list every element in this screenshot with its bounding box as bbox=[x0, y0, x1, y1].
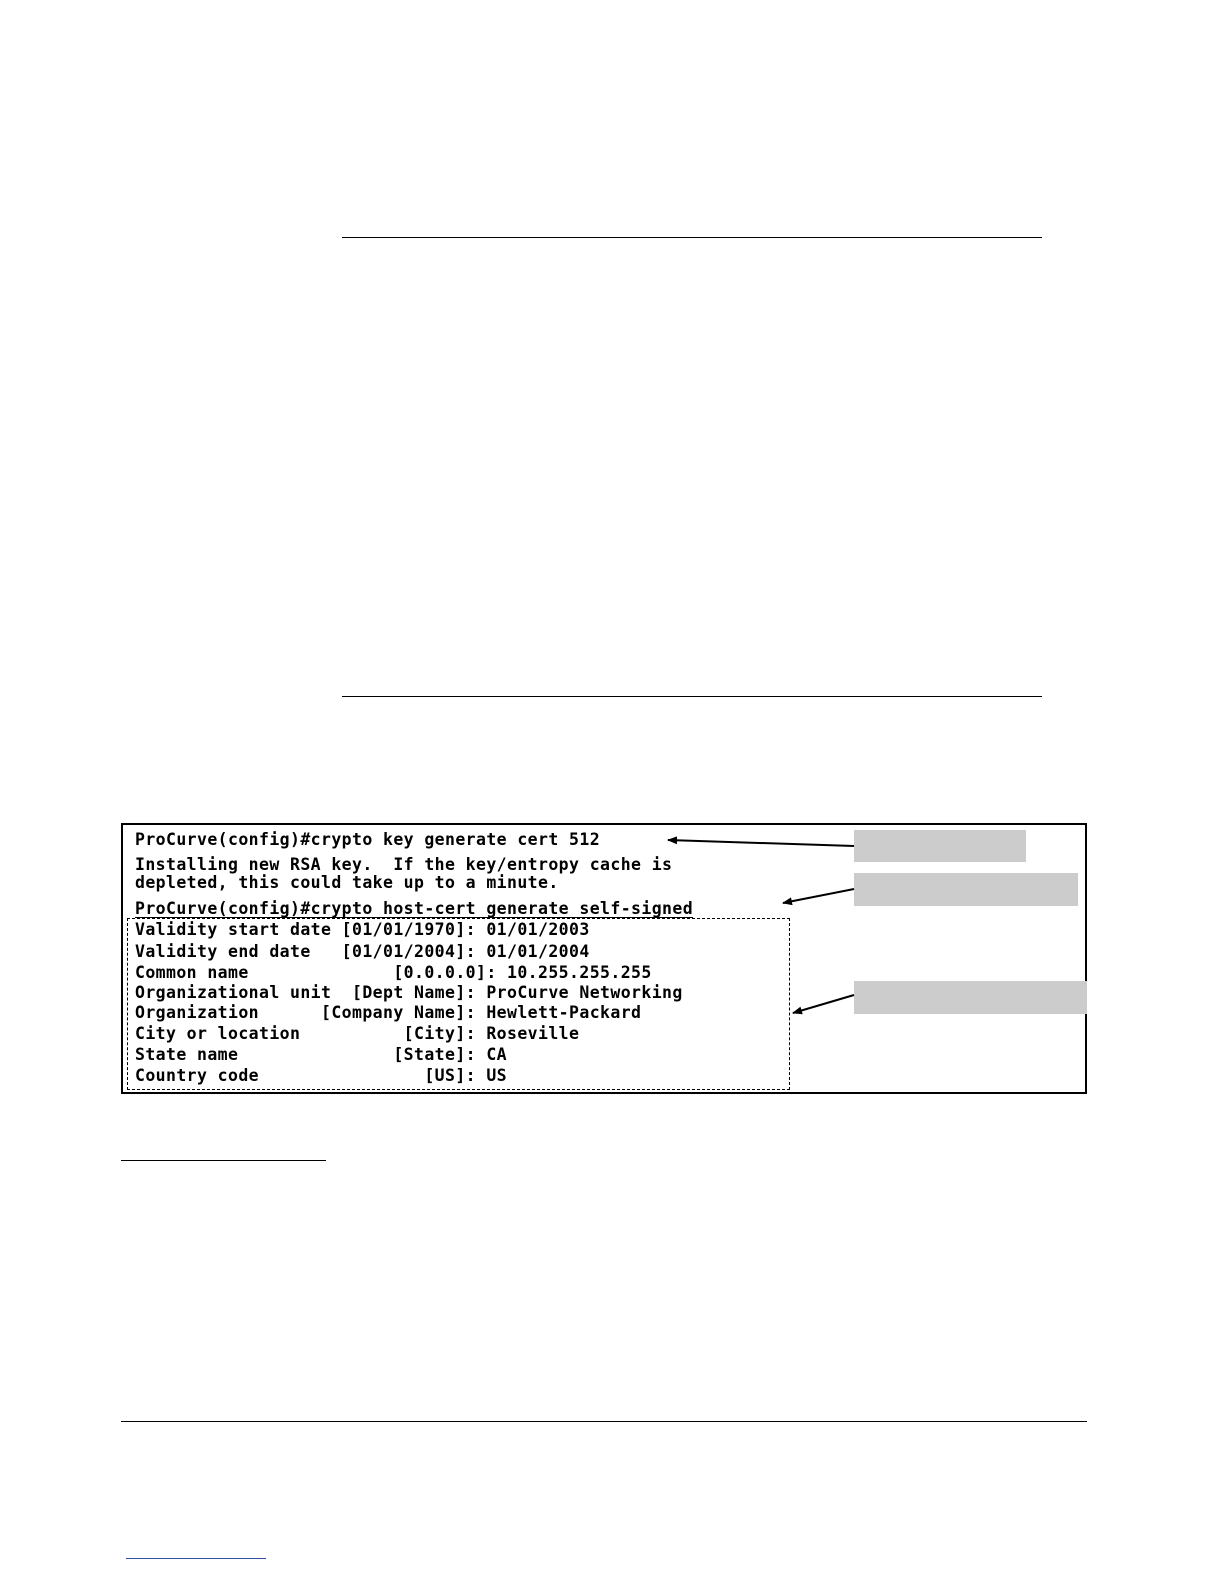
terminal-field-line: Validity end date [01/01/2004]: 01/01/2004 bbox=[135, 942, 590, 961]
arrow-to-host-cert-command bbox=[783, 889, 854, 903]
section-rule-bottom bbox=[342, 696, 1042, 697]
terminal-field-line: Common name [0.0.0.0]: 10.255.255.255 bbox=[135, 963, 652, 982]
callout-box-3 bbox=[854, 981, 1087, 1014]
callout-box-2 bbox=[854, 873, 1078, 906]
terminal-command-host-cert: ProCurve(config)#crypto host-cert generate self-signed bbox=[135, 899, 694, 918]
terminal-figure bbox=[121, 823, 1087, 1094]
terminal-command-key-generate: ProCurve(config)#crypto key generate cert 512 bbox=[135, 830, 601, 849]
terminal-field-line: City or location [City]: Roseville bbox=[135, 1024, 580, 1043]
terminal-output-line: depleted, this could take up to a minute. bbox=[135, 873, 559, 892]
terminal-field-line: Country code [US]: US bbox=[135, 1066, 508, 1085]
callout-box-1 bbox=[854, 830, 1026, 862]
terminal-field-line: Organizational unit [Dept Name]: ProCurve Networking bbox=[135, 983, 683, 1002]
section-rule-top bbox=[342, 237, 1042, 238]
terminal-field-line: State name [State]: CA bbox=[135, 1045, 508, 1064]
footnote-rule bbox=[121, 1160, 326, 1161]
footer-rule bbox=[121, 1421, 1087, 1422]
terminal-field-line: Validity start date [01/01/1970]: 01/01/2003 bbox=[135, 920, 590, 939]
terminal-output-line: Installing new RSA key. If the key/entropy cache is bbox=[135, 855, 673, 874]
terminal-field-line: Organization [Company Name]: Hewlett-Packard bbox=[135, 1003, 642, 1022]
arrow-to-key-command bbox=[668, 840, 854, 846]
arrow-to-dashed-box bbox=[793, 995, 854, 1013]
link-underline bbox=[126, 1558, 266, 1559]
